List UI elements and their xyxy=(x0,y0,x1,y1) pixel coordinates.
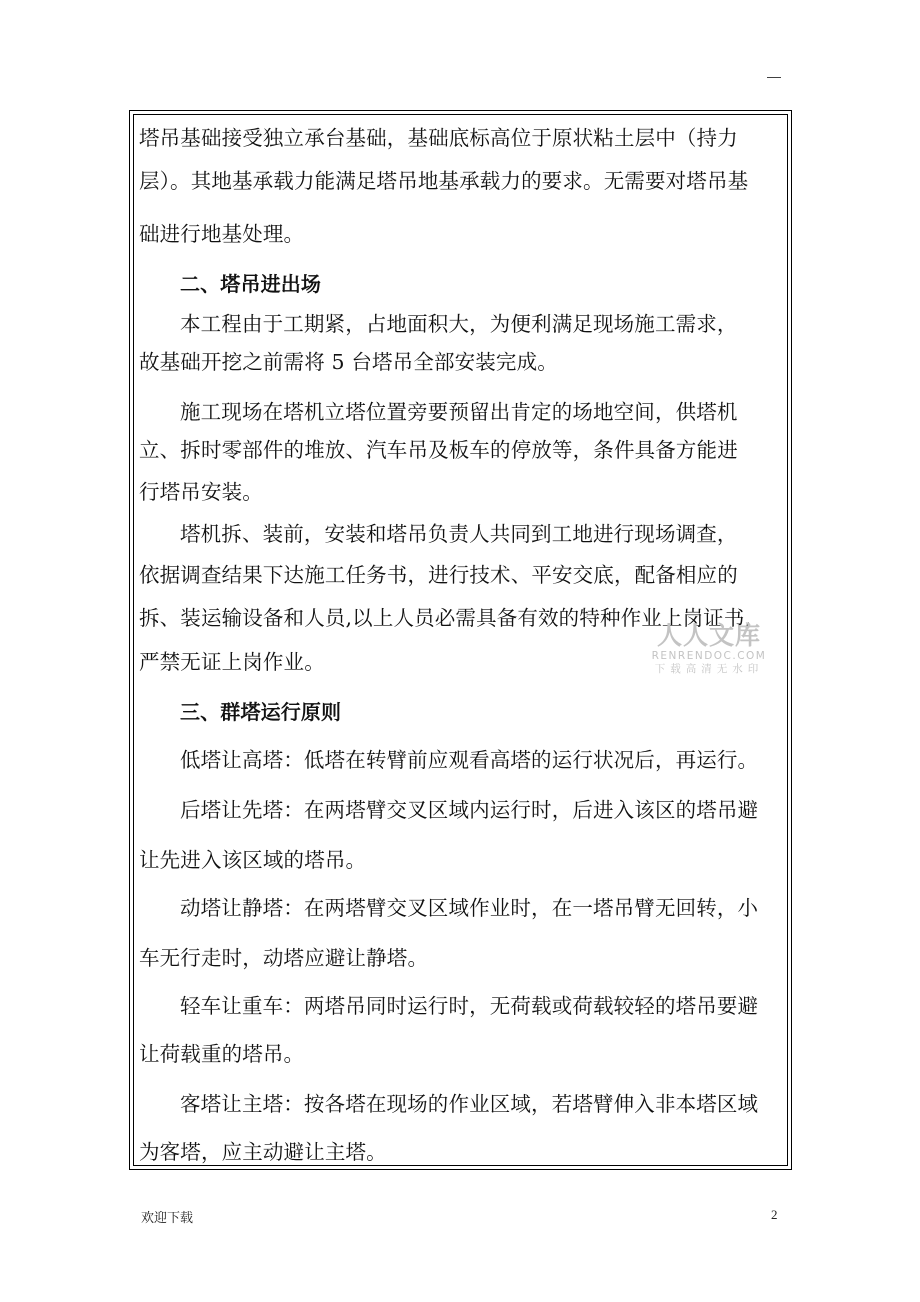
paragraph-line: 故基础开挖之前需将 5 台塔吊全部安装完成。 xyxy=(139,350,558,374)
paragraph-line: 严禁无证上岗作业。 xyxy=(139,650,325,674)
paragraph-line: 立、拆时零部件的堆放、汽车吊及板车的停放等，条件具备方能进 xyxy=(139,438,738,462)
paragraph-line: 本工程由于工期紧，占地面积大，为便利满足现场施工需求， xyxy=(180,312,738,336)
paragraph-line: 施工现场在塔机立塔位置旁要预留出肯定的场地空间，供塔机 xyxy=(180,400,738,424)
watermark-subtitle: 下载高清无水印 xyxy=(654,663,764,675)
paragraph-line: 后塔让先塔：在两塔臂交叉区域内运行时，后进入该区的塔吊避 xyxy=(180,798,759,822)
footer-welcome: 欢迎下载 xyxy=(141,1211,194,1226)
paragraph-line: 车无行走时，动塔应避让静塔。 xyxy=(139,946,429,970)
paragraph-line: 行塔吊安装。 xyxy=(139,480,263,504)
paragraph-line: 塔机拆、装前，安装和塔吊负责人共同到工地进行现场调查， xyxy=(180,522,738,546)
paragraph-line: 础进行地基处理。 xyxy=(139,222,305,246)
paragraph-line: 依据调查结果下达施工任务书，进行技术、平安交底，配备相应的 xyxy=(139,563,738,587)
paragraph-line: 轻车让重车：两塔吊同时运行时，无荷载或荷载较轻的塔吊要避 xyxy=(180,994,759,1018)
watermark-logo-text: 人人文库 xyxy=(656,621,761,650)
page-number: 2 xyxy=(771,1207,778,1222)
watermark xyxy=(646,622,772,676)
paragraph-line: 为客塔，应主动避让主塔。 xyxy=(139,1140,387,1164)
paragraph-line: 层）。其地基承载力能满足塔吊地基承载力的要求。无需要对塔吊基 xyxy=(139,169,749,193)
paragraph-line: 让先进入该区域的塔吊。 xyxy=(139,848,367,872)
paragraph-line: 让荷载重的塔吊。 xyxy=(139,1042,305,1066)
header-mark: — xyxy=(767,68,781,84)
paragraph-line: 客塔让主塔：按各塔在现场的作业区域，若塔臂伸入非本塔区域 xyxy=(180,1092,759,1116)
section-heading-2: 二、塔吊进出场 xyxy=(180,272,322,296)
paragraph-line: 低塔让高塔：低塔在转臂前应观看高塔的运行状况后，再运行。 xyxy=(180,748,759,772)
paragraph-line: 动塔让静塔：在两塔臂交叉区域作业时，在一塔吊臂无回转，小 xyxy=(180,896,759,920)
watermark-site: RENRENDOC.COM xyxy=(651,650,767,662)
section-heading-3: 三、群塔运行原则 xyxy=(180,700,342,724)
paragraph-line: 塔吊基础接受独立承台基础，基础底标高位于原状粘土层中（持力 xyxy=(139,126,738,150)
paragraph-line: 拆、装运输设备和人员,以上人员必需具备有效的特种作业上岗证书, xyxy=(139,606,752,630)
